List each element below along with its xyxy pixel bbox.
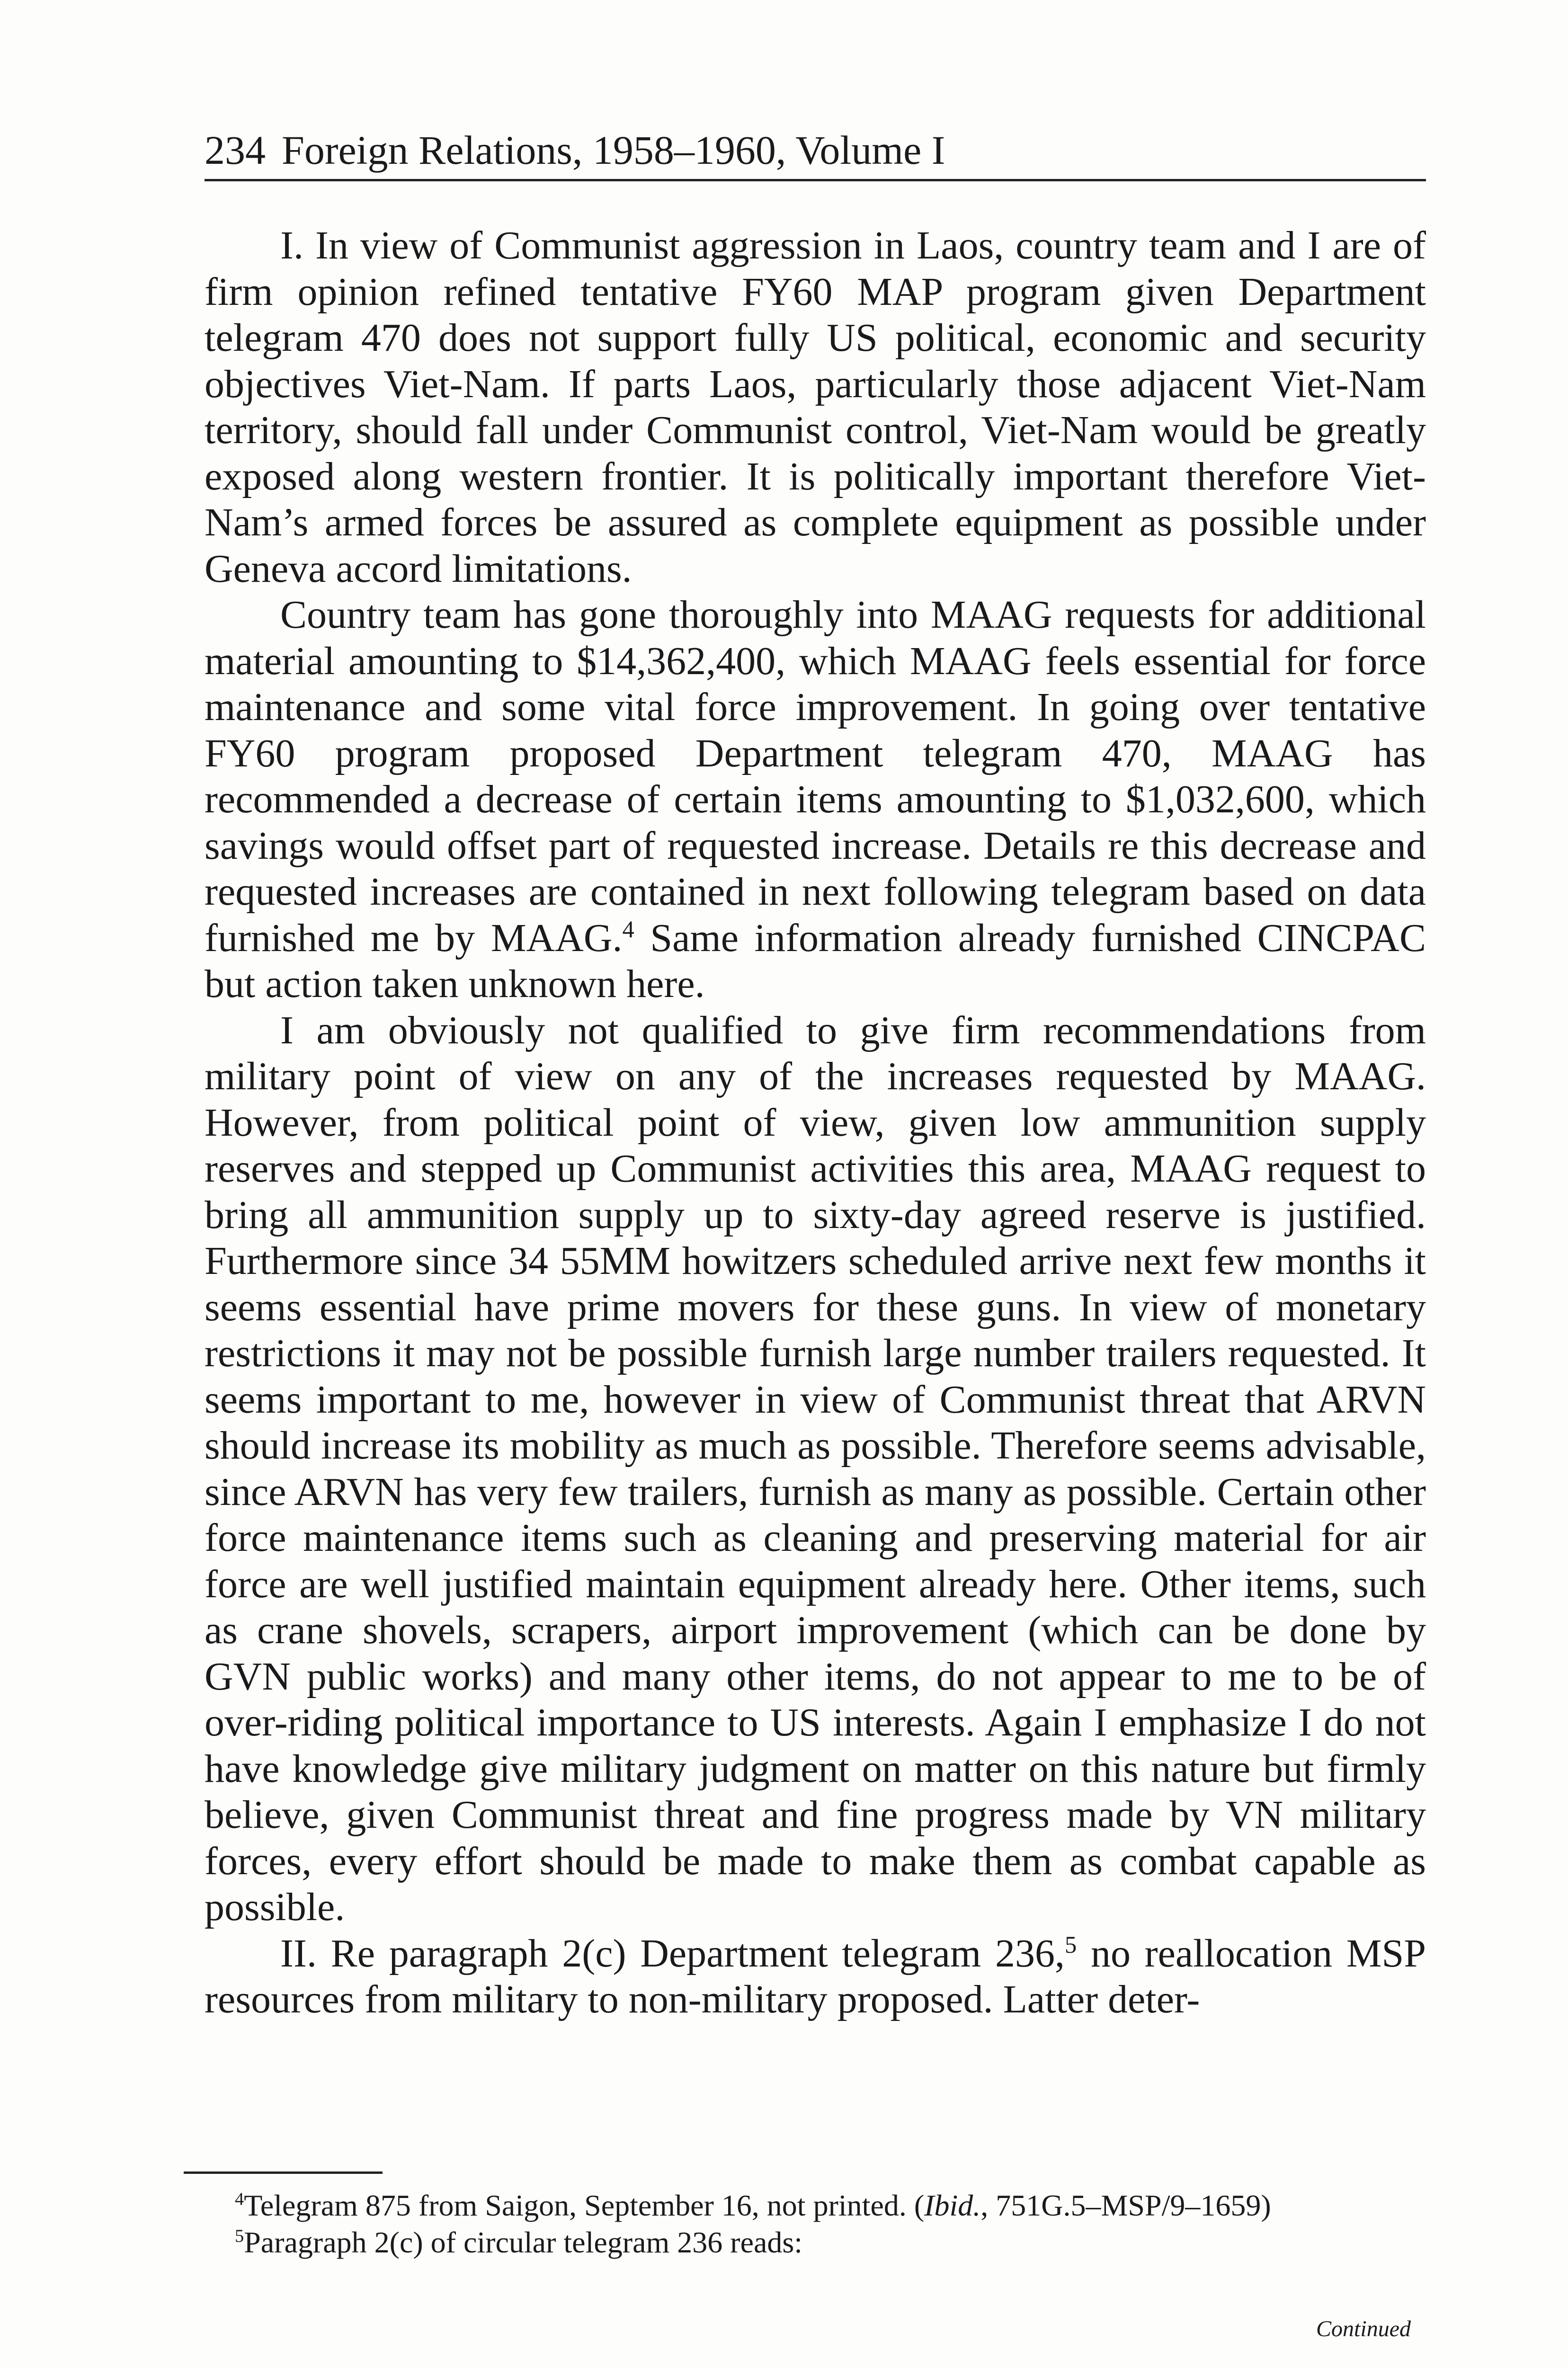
footnote-4-rest: , 751G.5–MSP/9–1659) xyxy=(980,2189,1271,2222)
footnote-4-text: Telegram 875 from Saigon, September 16, not printed. ( xyxy=(244,2189,925,2222)
footnote-4-ibid: Ibid. xyxy=(924,2189,981,2222)
paragraph-2-text: Country team has gone thoroughly into MAAG requests for additional material amounting to $14,362,400, which MAAG feels essential for force maintenance and some vital force improvement. In going over tentative FY60 program proposed Department telegram 470, MAAG has recommended a decrease of certain items amounting to $1,032,600, which savings would offset part of requested increase. Details re this decrease and requested increases are contained in next following telegram based on data furnished me by MAAG. xyxy=(205,593,1426,960)
paragraph-2 xyxy=(205,592,1426,1007)
footnote-marker-5: 5 xyxy=(1065,1931,1077,1958)
page-number: 234 xyxy=(205,127,266,173)
running-head xyxy=(205,124,1426,176)
footnote-5-number: 5 xyxy=(235,2226,244,2246)
paragraph-3-text: I am obviously not qualified to give firm recommendations from military point of view on any of the increases requested by MAAG. However, from political point of view, given low ammunition supply reserves and stepped up Communist activities this area, MAAG request to bring all ammunition supply up to sixty-day agreed reserve is justified. Furthermore since 34 55MM howitzers scheduled arrive next few months it seems essential have prime movers for these guns. In view of monetary restrictions it may not be possible furnish large number trailers requested. It seems important to me, however in view of Communist threat that ARVN should increase its mobility as much as possible. Therefore seems advisable, since ARVN has very few trailers, furnish as many as possible. Certain other force maintenance items such as cleaning and preserving material for air force are well justified maintain equipment already here. Other items, such as crane shovels, scrapers, airport improvement (which can be done by GVN public works) and many other items, do not appear to me to be of over-riding political importance to US interests. Again I emphasize I do not have knowledge give military judgment on matter on this nature but firmly believe, given Communist threat and fine progress made by VN military forces, every effort should be made to make them as combat capable as possible. xyxy=(205,1008,1426,1929)
paragraph-1 xyxy=(205,222,1426,592)
continued-label: Continued xyxy=(1316,2316,1411,2341)
paragraph-4-continuation: no reallocation MSP resources from military to non-military proposed. Latter deter- xyxy=(205,1931,1426,2021)
body-text xyxy=(205,222,1426,2023)
footnote-5-text: Paragraph 2(c) of circular telegram 236 reads: xyxy=(244,2225,803,2259)
footnote-4 xyxy=(184,2187,1424,2224)
header-rule xyxy=(205,179,1426,181)
footnote-5 xyxy=(184,2224,1424,2261)
footnotes xyxy=(184,2187,1424,2261)
footnote-rule xyxy=(184,2171,383,2174)
paragraph-3 xyxy=(205,1007,1426,1931)
running-title: Foreign Relations, 1958–1960, Volume I xyxy=(282,127,945,173)
footnote-4-number: 4 xyxy=(235,2189,244,2209)
footnote-marker-4: 4 xyxy=(622,916,634,943)
paragraph-1-text: I. In view of Communist aggression in Laos, country team and I are of firm opinion refined tentative FY60 MAP program given Department telegram 470 does not support fully US political, economic and security objectives Viet-Nam. If parts Laos, particularly those adjacent Viet-Nam territory, should fall under Communist control, Viet-Nam would be greatly exposed along western frontier. It is politically important therefore Viet-Nam’s armed forces be assured as complete equipment as possible under Geneva accord limitations. xyxy=(205,223,1426,591)
paragraph-4 xyxy=(205,1931,1426,2023)
paragraph-2-continuation: Same information already furnished CINCPAC but action taken unknown here. xyxy=(205,916,1426,1006)
paragraph-4-text: II. Re paragraph 2(c) Department telegram 236, xyxy=(280,1931,1065,1975)
